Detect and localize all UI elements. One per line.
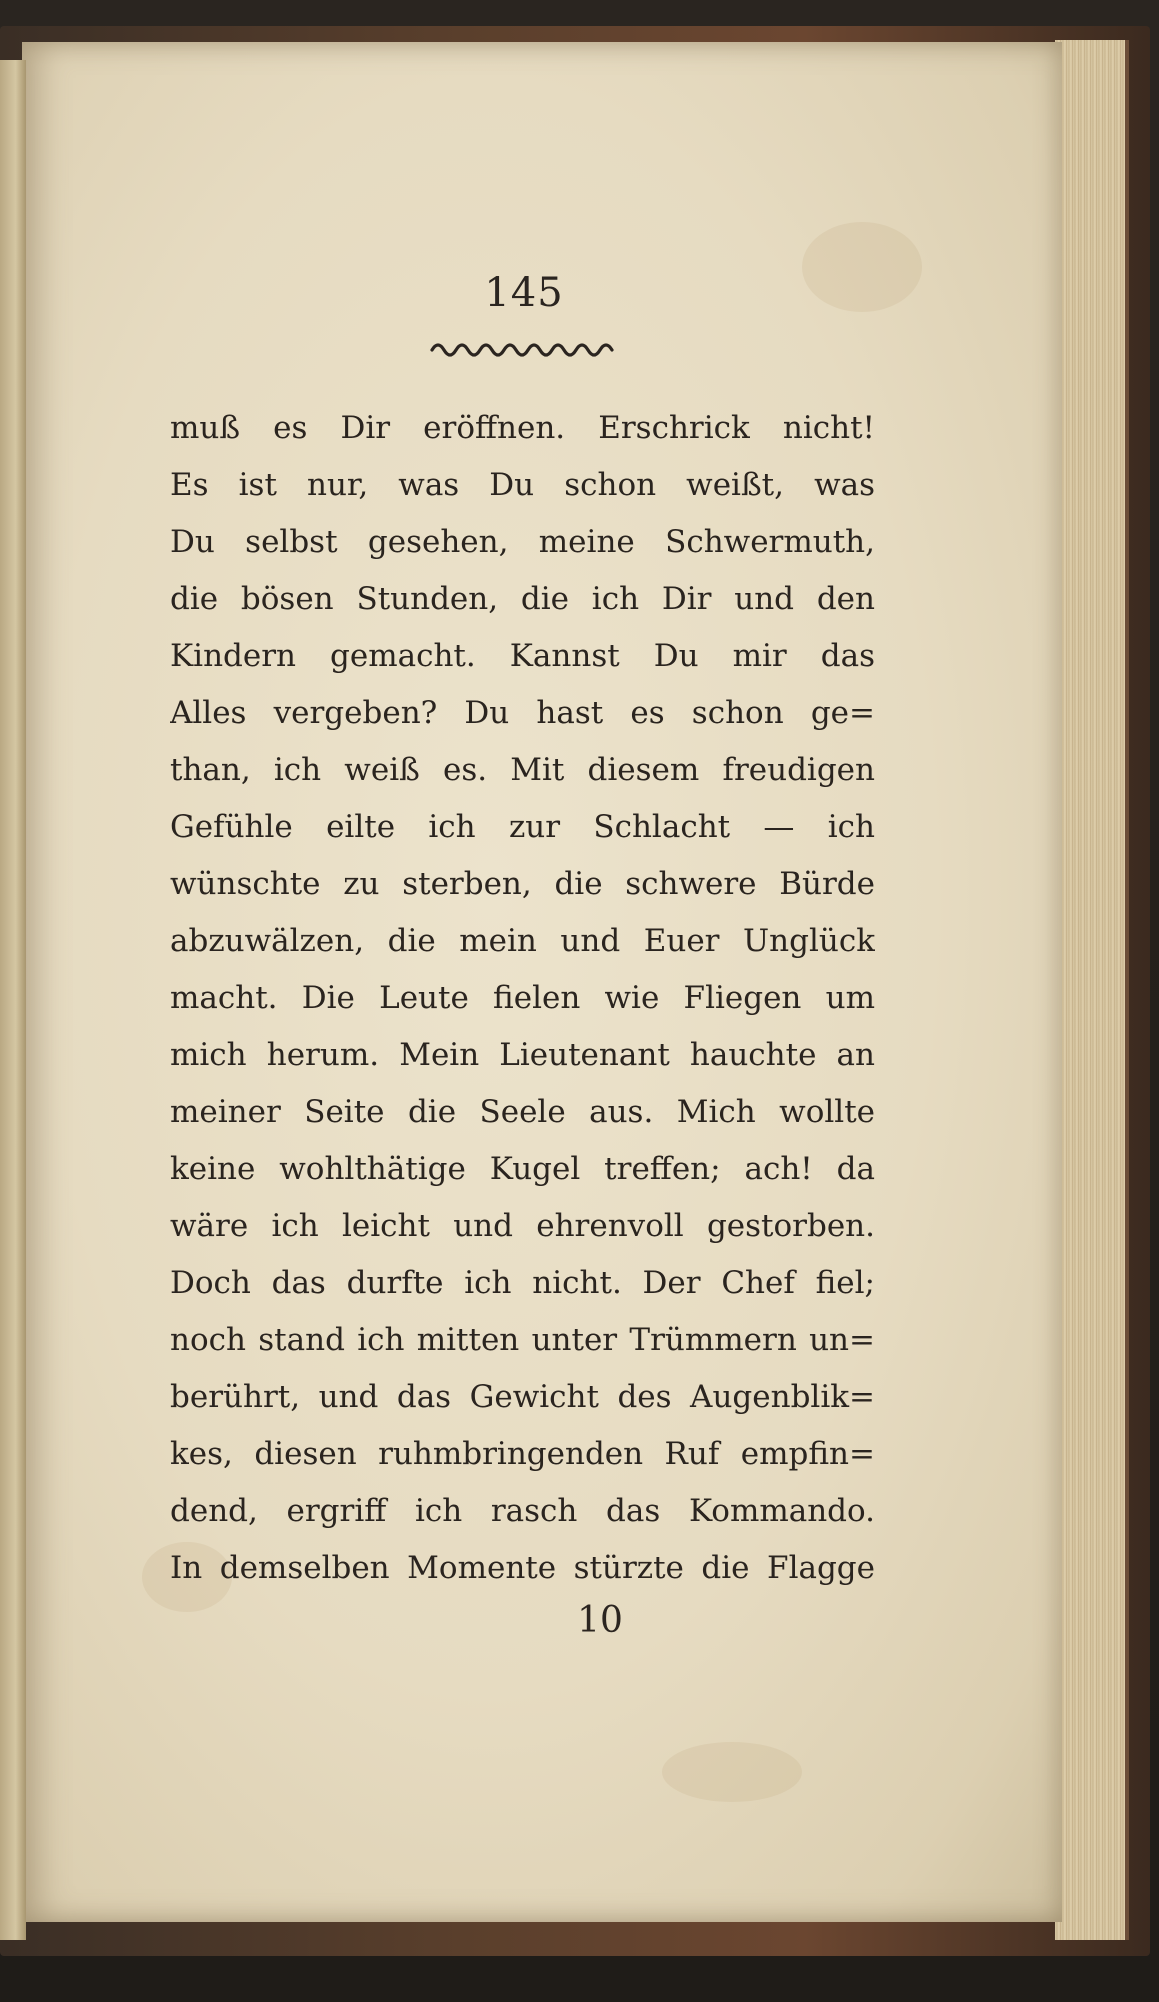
text-line: kes, diesen ruhmbringenden Ruf empfin= [170, 1436, 875, 1472]
text-line: keine wohlthätige Kugel treffen; ach! da [170, 1151, 875, 1187]
previous-page-edge [0, 60, 26, 1940]
text-line: than, ich weiß es. Mit diesem freudigen [170, 752, 875, 788]
signature-mark: 10 [577, 1600, 623, 1641]
text-line: abzuwälzen, die mein und Euer Unglück [170, 923, 875, 959]
text-line: mich herum. Mein Lieutenant hauchte an [170, 1037, 875, 1073]
foxing-stain [662, 1742, 802, 1802]
text-line: Kindern gemacht. Kannst Du mir das [170, 638, 875, 674]
text-line: wäre ich leicht und ehrenvoll gestorben. [170, 1208, 875, 1244]
text-line: dend, ergriff ich rasch das Kommando. [170, 1493, 875, 1529]
wave-ornament [430, 336, 615, 358]
text-line: Es ist nur, was Du schon weißt, was [170, 467, 875, 503]
text-line: Alles vergeben? Du hast es schon ge= [170, 695, 875, 731]
body-text [170, 400, 875, 1597]
text-line: Gefühle eilte ich zur Schlacht — ich [170, 809, 875, 845]
foxing-stain [802, 222, 922, 312]
text-line: In demselben Momente stürzte die Flagge [170, 1550, 875, 1586]
text-line: macht. Die Leute fielen wie Fliegen um [170, 980, 875, 1016]
text-line: noch stand ich mitten unter Trümmern un= [170, 1322, 875, 1358]
text-line: muß es Dir eröffnen. Erschrick nicht! [170, 410, 875, 446]
text-line: wünschte zu sterben, die schwere Bürde [170, 866, 875, 902]
text-line: die bösen Stunden, die ich Dir und den [170, 581, 875, 617]
page-edges [1055, 40, 1129, 1940]
page-number: 145 [484, 270, 564, 316]
text-line: berührt, und das Gewicht des Augenblik= [170, 1379, 875, 1415]
text-line: meiner Seite die Seele aus. Mich wollte [170, 1094, 875, 1130]
text-line: Doch das durfte ich nicht. Der Chef fiel; [170, 1265, 875, 1301]
text-line: Du selbst gesehen, meine Schwermuth, [170, 524, 875, 560]
